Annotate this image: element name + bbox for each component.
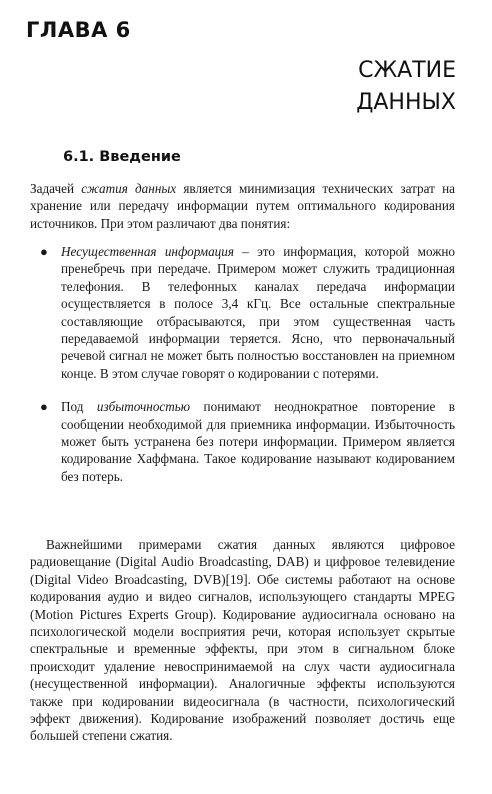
bullet-icon: ●: [40, 244, 48, 259]
list-item-irrelevant-info: [30, 243, 455, 382]
intro-term-compression: сжатия данных: [81, 181, 177, 196]
intro-text-start: Задачей: [30, 181, 82, 196]
concept-list: [30, 243, 455, 501]
section-heading: 6.1. Введение: [63, 149, 181, 165]
redundancy-text: понимают неоднократное повторение в сообщении необходимой для приемника информации. Избыточность может быть устранена без потери информации. Примером является кодирование Хаффмана. Такое кодирование называют кодированием без потерь.: [61, 399, 455, 484]
term-redundancy: избыточностью: [96, 399, 191, 415]
chapter-title: [356, 55, 456, 119]
term-irrelevant-info: Несущественная информация: [61, 244, 234, 259]
chapter-label: ГЛАВА 6: [26, 18, 131, 42]
list-item-redundancy: [30, 398, 455, 485]
intro-text-end: является минимизация технических затрат на хранение или передачу информации путем оптимального кодирования источников. При этом различают два понятия:: [30, 181, 455, 231]
chapter-title-line2: ДАННЫХ: [356, 90, 456, 115]
intro-paragraph: [30, 180, 455, 232]
main-paragraph: Важнейшими примерами сжатия данных являются цифровое радиовещание (Digital Audio Broadcasting, DAB) и цифровое телевидение (Digital Video Broadcasting, DVB)[19]. Обе системы работают на основе кодирования аудио и видео сигналов, использующего стандарты MPEG (Motion Pictures Experts Group). Кодирование аудиосигнала основано на психологической модели восприятия речи, которая использует скрытые спектральные и временные эффекты, при этом в сигнальном блоке происходит удаление невоспринимаемой на слух части аудиосигнала (несущественной информации). Аналогичные эффекты используются также при кодировании видеосигнала (в частности, психологический эффект движения). Кодирование изображений позволяет достичь еще большей степени сжатия.: [30, 537, 455, 744]
redundancy-pre: Под: [61, 399, 97, 415]
chapter-title-line1: СЖАТИЕ: [358, 58, 456, 83]
bullet-icon: ●: [40, 399, 48, 415]
irrelevant-info-text: – это информация, которой можно пренебречь при передаче. Примером может служить традиционная телефония. В телефонных каналах передача информации осуществляется в полосе 3,4 кГц. Все остальные спектральные составляющие отбрасываются, при этом существенная часть передаваемой информации теряется. Ясно, что первоначальный речевой сигнал не может быть полностью восстановлен на приемном конце. В этом случае говорят о кодировании с потерями.: [61, 244, 455, 381]
